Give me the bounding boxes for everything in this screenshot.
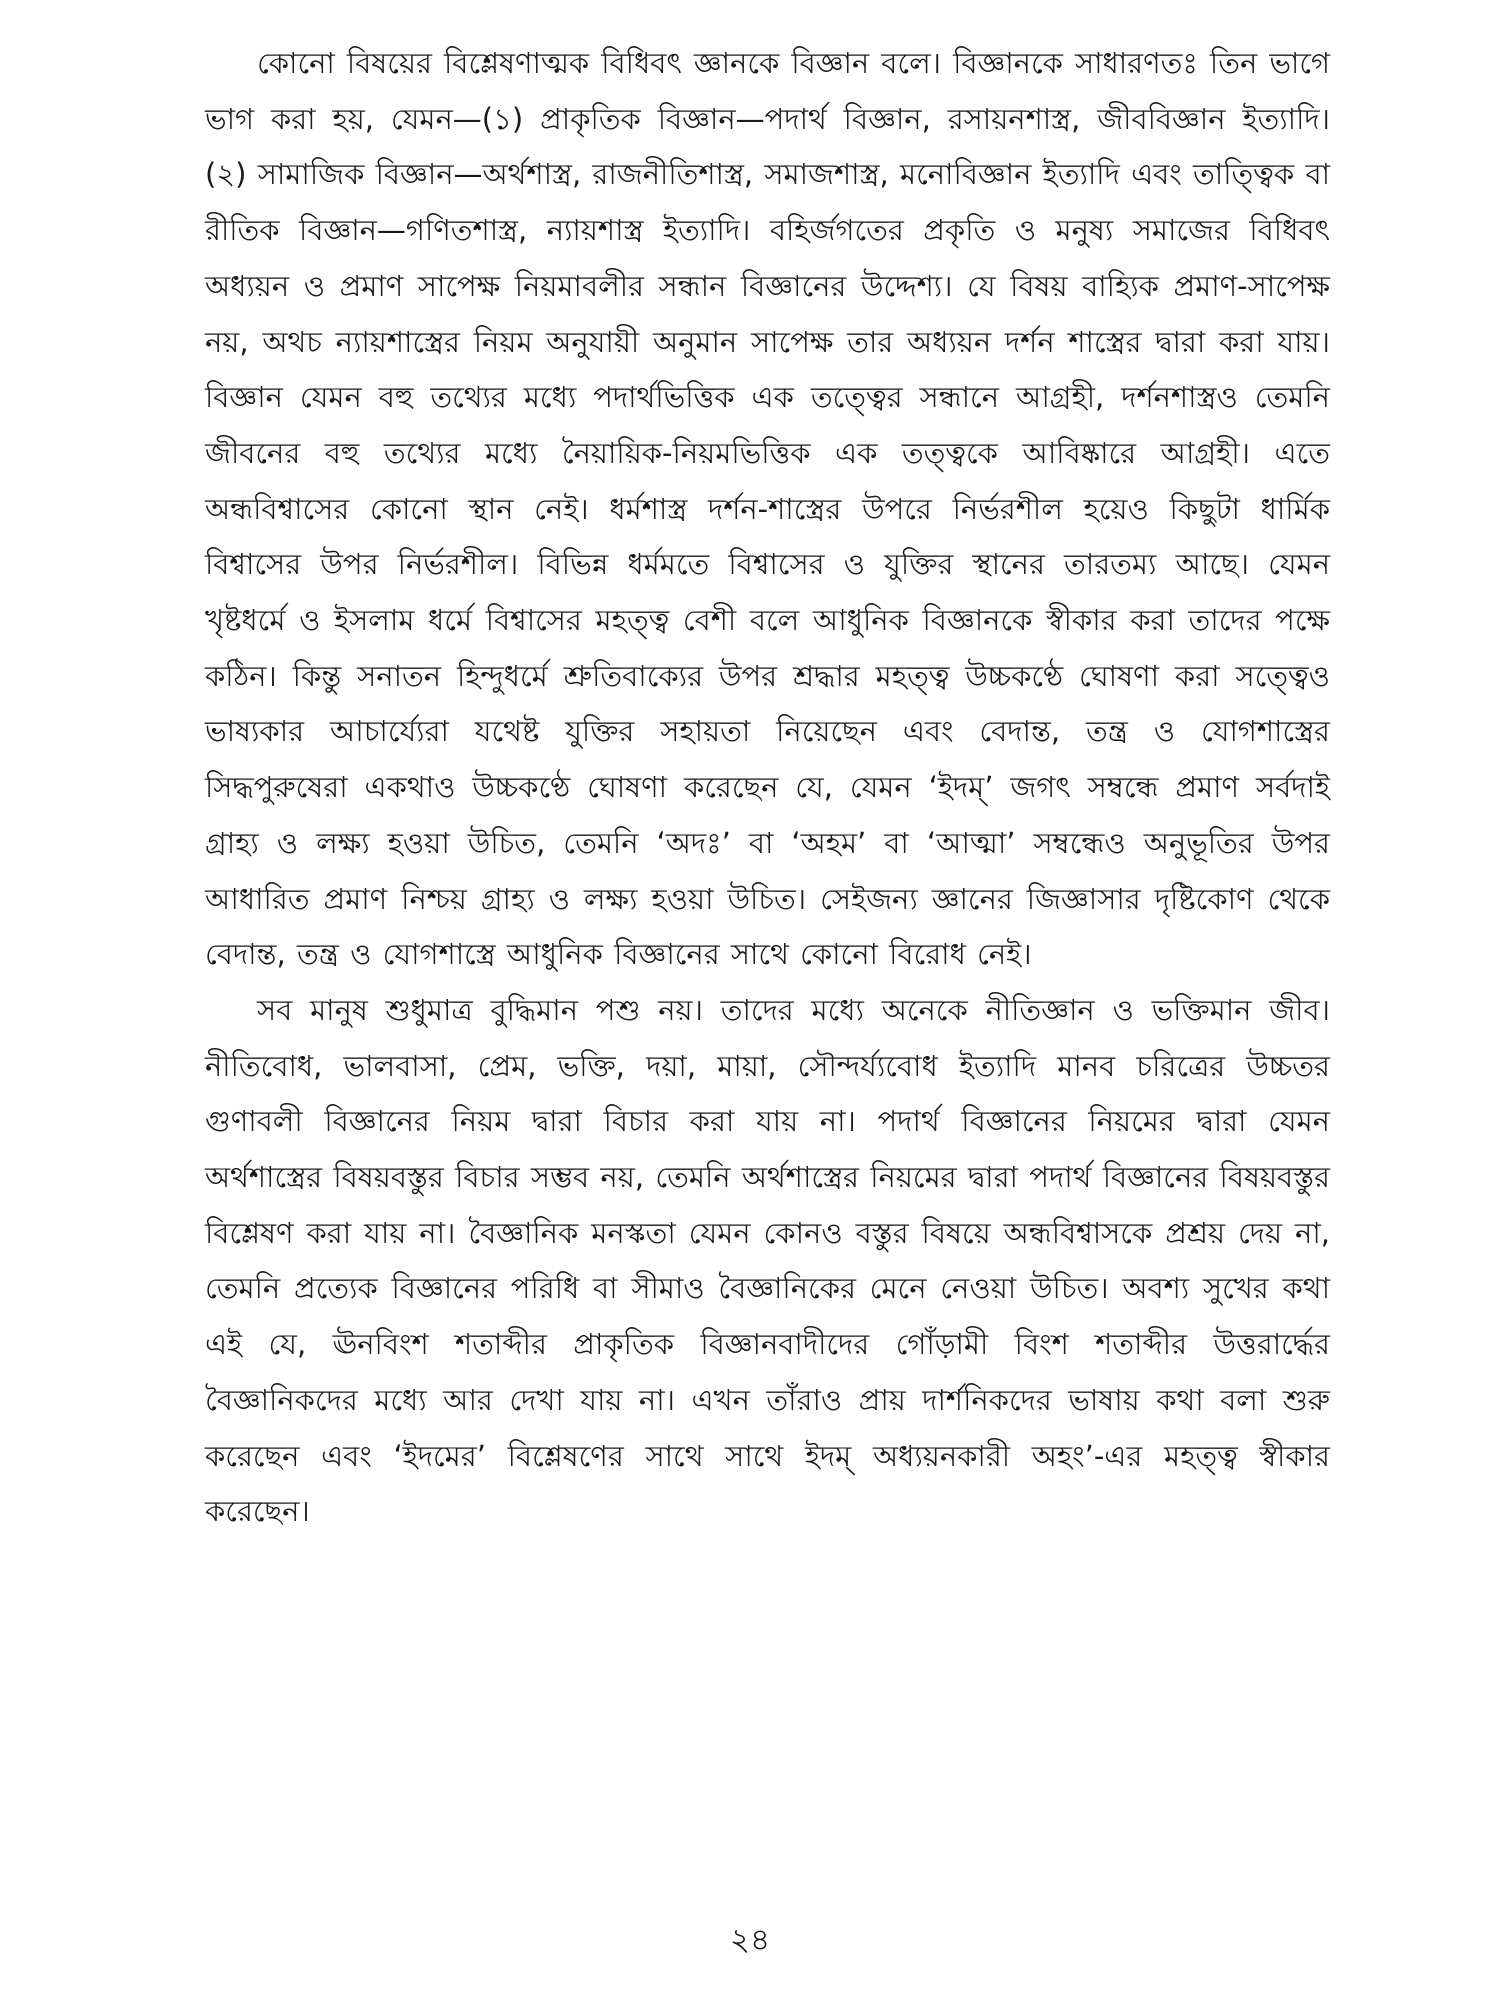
paragraph-human-nature: সব মানুষ শুধুমাত্র বুদ্ধিমান পশু নয়। তাদের মধ্যে অনেকে নীতিজ্ঞান ও ভক্তিমান জীব। নীতিবোধ, ভালবাসা, প্রেম, ভক্তি, দয়া, মায়া, সৌন্দর্য্যবোধ ইত্যাদি মানব চরিত্রের উচ্চতর গুণাবলী বিজ্ঞানের নিয়ম দ্বারা বিচার করা যায় না। পদার্থ বিজ্ঞানের নিয়মের দ্বারা যেমন অর্থশাস্ত্রের বিষয়বস্তুর বিচার সম্ভব নয়, তেমনি অর্থশাস্ত্রের নিয়মের দ্বারা পদার্থ বিজ্ঞানের বিষয়বস্তুর বিশ্লেষণ করা যায় না। বৈজ্ঞানিক মনস্কতা যেমন কোনও বস্তুর বিষয়ে অন্ধবিশ্বাসকে প্রশ্রয় দেয় না, তেমনি প্রত্যেক বিজ্ঞানের পরিধি বা সীমাও বৈজ্ঞানিকের মেনে নেওয়া উচিত। অবশ্য সুখের কথা এই যে, ঊনবিংশ শতাব্দীর প্রাকৃতিক বিজ্ঞানবাদীদের গোঁড়ামী বিংশ শতাব্দীর উত্তরার্দ্ধের বৈজ্ঞানিকদের মধ্যে আর দেখা যায় না। এখন তাঁরাও প্রায় দার্শনিকদের ভাষায় কথা বলা শুরু করেছেন এবং ‘ইদমের’ বিশ্লেষণের সাথে সাথে ইদম্ অধ্যয়নকারী অহং’-এর মহত্ত্ব স্বীকার করেছেন। [205,992,1330,1529]
paragraph-science-and-philosophy: কোনো বিষয়ের বিশ্লেষণাত্মক বিধিবৎ জ্ঞানকে বিজ্ঞান বলে। বিজ্ঞানকে সাধারণতঃ তিন ভাগে ভাগ করা হয়, যেমন—(১) প্রাকৃতিক বিজ্ঞান—পদার্থ বিজ্ঞান, রসায়নশাস্ত্র, জীববিজ্ঞান ইত্যাদি। (২) সামাজিক বিজ্ঞান—অর্থশাস্ত্র, রাজনীতিশাস্ত্র, সমাজশাস্ত্র, মনোবিজ্ঞান ইত্যাদি এবং তাত্ত্বিক বা রীতিক বিজ্ঞান—গণিতশাস্ত্র, ন্যায়শাস্ত্র ইত্যাদি। বহির্জগতের প্রকৃতি ও মনুষ্য সমাজের বিধিবৎ অধ্যয়ন ও প্রমাণ সাপেক্ষ নিয়মাবলীর সন্ধান বিজ্ঞানের উদ্দেশ্য। যে বিষয় বাহ্যিক প্রমাণ-সাপেক্ষ নয়, অথচ ন্যায়শাস্ত্রের নিয়ম অনুযায়ী অনুমান সাপেক্ষ তার অধ্যয়ন দর্শন শাস্ত্রের দ্বারা করা যায়। বিজ্ঞান যেমন বহু তথ্যের মধ্যে পদার্থভিত্তিক এক তত্ত্বের সন্ধানে আগ্রহী, দর্শনশাস্ত্রও তেমনি জীবনের বহু তথ্যের মধ্যে নৈয়ায়িক-নিয়মভিত্তিক এক তত্ত্বকে আবিষ্কারে আগ্রহী। এতে অন্ধবিশ্বাসের কোনো স্থান নেই। ধর্মশাস্ত্র দর্শন-শাস্ত্রের উপরে নির্ভরশীল হয়েও কিছুটা ধার্মিক বিশ্বাসের উপর নির্ভরশীল। বিভিন্ন ধর্মমতে বিশ্বাসের ও যুক্তির স্থানের তারতম্য আছে। যেমন খৃষ্টধর্মে ও ইসলাম ধর্মে বিশ্বাসের মহত্ত্ব বেশী বলে আধুনিক বিজ্ঞানকে স্বীকার করা তাদের পক্ষে কঠিন। কিন্তু সনাতন হিন্দুধর্মে শ্রুতিবাক্যের উপর শ্রদ্ধার মহত্ত্ব উচ্চকণ্ঠে ঘোষণা করা সত্ত্বেও ভাষ্যকার আচার্য্যেরা যথেষ্ট যুক্তির সহায়তা নিয়েছেন এবং বেদান্ত, তন্ত্র ও যোগশাস্ত্রের সিদ্ধপুরুষেরা একথাও উচ্চকণ্ঠে ঘোষণা করেছেন যে, যেমন ‘ইদম্’ জগৎ সম্বন্ধে প্রমাণ সর্বদাই গ্রাহ্য ও লক্ষ্য হওয়া উচিত, তেমনি ‘অদঃ’ বা ‘অহম’ বা ‘আত্মা’ সম্বন্ধেও অনুভূতির উপর আধারিত প্রমাণ নিশ্চয় গ্রাহ্য ও লক্ষ্য হওয়া উচিত। সেইজন্য জ্ঞানের জিজ্ঞাসার দৃষ্টিকোণ থেকে বেদান্ত, তন্ত্র ও যোগশাস্ত্রে আধুনিক বিজ্ঞানের সাথে কোনো বিরোধ নেই। [205,46,1330,972]
body-text [205,36,1330,1540]
page-number: ২৪ [729,1922,771,1958]
